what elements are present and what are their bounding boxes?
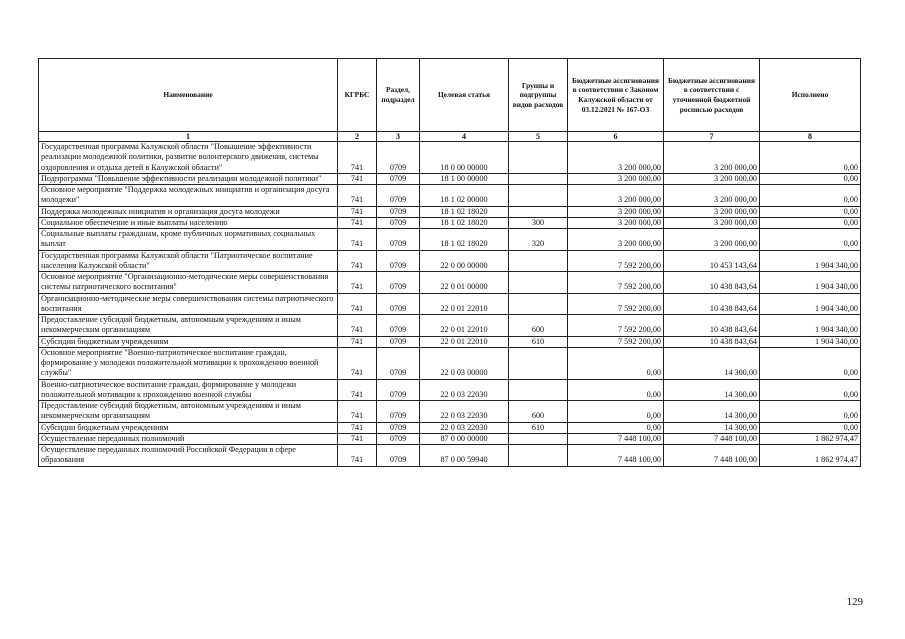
row-group-cell [509,433,568,444]
row-executed-amount-cell: 0,00 [760,217,861,228]
row-kgrbs-cell: 741 [338,336,377,347]
row-refined-amount-cell: 3 200 000,00 [664,173,760,184]
row-section-cell: 0709 [377,185,420,207]
column-number: 5 [509,132,568,142]
row-section-cell: 0709 [377,379,420,401]
row-refined-amount-cell: 3 200 000,00 [664,142,760,174]
row-law-amount-cell: 7 592 200,00 [568,250,664,272]
row-kgrbs-cell: 741 [338,293,377,315]
header-groups: Группы и подгруппы видов расходов [509,59,568,132]
row-law-amount-cell: 7 448 100,00 [568,433,664,444]
row-target-cell: 87 0 00 00000 [420,433,509,444]
row-law-amount-cell: 7 592 200,00 [568,336,664,347]
row-target-cell: 22 0 03 22030 [420,401,509,423]
row-kgrbs-cell: 741 [338,250,377,272]
table-row [39,347,861,379]
row-section-cell: 0709 [377,206,420,217]
row-executed-amount-cell: 0,00 [760,347,861,379]
table-row [39,293,861,315]
row-section-cell: 0709 [377,422,420,433]
row-section-cell: 0709 [377,445,420,467]
row-law-amount-cell: 0,00 [568,379,664,401]
row-executed-amount-cell: 1 904 340,00 [760,272,861,294]
column-number: 3 [377,132,420,142]
row-executed-amount-cell: 0,00 [760,206,861,217]
table-row [39,217,861,228]
row-group-cell [509,142,568,174]
column-number-row [39,132,861,142]
row-refined-amount-cell: 10 438 843,64 [664,315,760,337]
row-name-cell: Государственная программа Калужской области "Повышение эффективности реализации молодежной политики, развитие волонтерского движения, системы оздоровления и отдыха детей в Калужской области" [39,142,338,174]
row-refined-amount-cell: 7 448 100,00 [664,445,760,467]
row-target-cell: 18 1 02 18020 [420,229,509,251]
row-executed-amount-cell: 1 904 340,00 [760,293,861,315]
row-target-cell: 22 0 01 00000 [420,272,509,294]
header-target: Целевая статья [420,59,509,132]
row-name-cell: Осуществление переданных полномочий Российской Федерации в сфере образования [39,445,338,467]
row-target-cell: 18 1 02 00000 [420,185,509,207]
row-group-cell [509,347,568,379]
row-kgrbs-cell: 741 [338,185,377,207]
row-refined-amount-cell: 14 300,00 [664,379,760,401]
header-refined: Бюджетные ассигнования в соответствии с уточненной бюджетной росписью расходов [664,59,760,132]
row-executed-amount-cell: 0,00 [760,401,861,423]
column-number: 2 [338,132,377,142]
row-group-cell [509,206,568,217]
row-kgrbs-cell: 741 [338,272,377,294]
row-kgrbs-cell: 741 [338,401,377,423]
table-row [39,229,861,251]
table-header-row [39,59,861,132]
row-refined-amount-cell: 3 200 000,00 [664,229,760,251]
row-section-cell: 0709 [377,142,420,174]
row-target-cell: 22 0 00 00000 [420,250,509,272]
row-group-cell: 320 [509,229,568,251]
row-executed-amount-cell: 1 904 340,00 [760,336,861,347]
row-group-cell [509,272,568,294]
row-section-cell: 0709 [377,433,420,444]
row-refined-amount-cell: 10 438 843,64 [664,336,760,347]
column-number: 7 [664,132,760,142]
row-kgrbs-cell: 741 [338,315,377,337]
table-row [39,433,861,444]
row-refined-amount-cell: 3 200 000,00 [664,217,760,228]
table-row [39,379,861,401]
row-section-cell: 0709 [377,401,420,423]
row-refined-amount-cell: 14 300,00 [664,422,760,433]
row-section-cell: 0709 [377,173,420,184]
row-target-cell: 18 1 02 18020 [420,206,509,217]
row-section-cell: 0709 [377,272,420,294]
row-target-cell: 22 0 03 00000 [420,347,509,379]
row-name-cell: Социальное обеспечение и иные выплаты населению [39,217,338,228]
row-target-cell: 22 0 03 22030 [420,422,509,433]
row-executed-amount-cell: 0,00 [760,379,861,401]
row-name-cell: Предоставление субсидий бюджетным, автономным учреждениям и иным некоммерческим организациям [39,315,338,337]
row-group-cell: 300 [509,217,568,228]
row-target-cell: 22 0 01 22010 [420,315,509,337]
column-number: 6 [568,132,664,142]
row-law-amount-cell: 0,00 [568,401,664,423]
row-group-cell [509,185,568,207]
table-row [39,445,861,467]
row-group-cell [509,445,568,467]
row-section-cell: 0709 [377,250,420,272]
header-executed: Исполнено [760,59,861,132]
row-law-amount-cell: 7 592 200,00 [568,315,664,337]
row-group-cell [509,173,568,184]
row-executed-amount-cell: 1 862 974,47 [760,433,861,444]
row-group-cell: 600 [509,315,568,337]
row-refined-amount-cell: 3 200 000,00 [664,206,760,217]
row-section-cell: 0709 [377,293,420,315]
row-name-cell: Организационно-методические меры совершенствования системы патриотического воспитания [39,293,338,315]
row-law-amount-cell: 7 592 200,00 [568,293,664,315]
row-group-cell: 610 [509,422,568,433]
header-kgrbs: КГРБС [338,59,377,132]
row-refined-amount-cell: 7 448 100,00 [664,433,760,444]
row-kgrbs-cell: 741 [338,422,377,433]
row-kgrbs-cell: 741 [338,379,377,401]
row-target-cell: 22 0 03 22030 [420,379,509,401]
row-name-cell: Поддержка молодежных инициатив и организация досуга молодежи [39,206,338,217]
column-number: 4 [420,132,509,142]
table-row [39,401,861,423]
row-group-cell [509,293,568,315]
row-law-amount-cell: 3 200 000,00 [568,173,664,184]
row-law-amount-cell: 3 200 000,00 [568,217,664,228]
row-law-amount-cell: 7 592 200,00 [568,272,664,294]
table-row [39,336,861,347]
row-kgrbs-cell: 741 [338,445,377,467]
row-group-cell [509,250,568,272]
row-refined-amount-cell: 3 200 000,00 [664,185,760,207]
row-refined-amount-cell: 10 453 143,64 [664,250,760,272]
row-name-cell: Основное мероприятие "Военно-патриотическое воспитание граждан, формирование у молодежи положительной мотивации к прохождению военной службы" [39,347,338,379]
row-kgrbs-cell: 741 [338,206,377,217]
table-row [39,250,861,272]
row-law-amount-cell: 7 448 100,00 [568,445,664,467]
row-refined-amount-cell: 10 438 843,64 [664,293,760,315]
row-name-cell: Подпрограмма "Повышение эффективности реализации молодежной политики" [39,173,338,184]
row-executed-amount-cell: 1 862 974,47 [760,445,861,467]
row-group-cell: 600 [509,401,568,423]
table-row [39,185,861,207]
row-name-cell: Государственная программа Калужской области "Патриотическое воспитание населения Калужской области" [39,250,338,272]
row-executed-amount-cell: 0,00 [760,173,861,184]
table-row [39,272,861,294]
row-executed-amount-cell: 1 904 340,00 [760,250,861,272]
row-name-cell: Основное мероприятие "Поддержка молодежных инициатив и организация досуга молодежи" [39,185,338,207]
row-kgrbs-cell: 741 [338,173,377,184]
row-target-cell: 18 1 02 18020 [420,217,509,228]
row-law-amount-cell: 3 200 000,00 [568,185,664,207]
row-executed-amount-cell: 0,00 [760,229,861,251]
row-target-cell: 22 0 01 22010 [420,336,509,347]
row-group-cell: 610 [509,336,568,347]
header-law: Бюджетные ассигнования в соответствии с Законом Калужской области от 03.12.2021 № 167-ОЗ [568,59,664,132]
row-group-cell [509,379,568,401]
table-row [39,422,861,433]
row-section-cell: 0709 [377,347,420,379]
row-section-cell: 0709 [377,315,420,337]
table-body [39,142,861,467]
row-section-cell: 0709 [377,217,420,228]
row-target-cell: 18 0 00 00000 [420,142,509,174]
row-executed-amount-cell: 0,00 [760,185,861,207]
row-executed-amount-cell: 0,00 [760,422,861,433]
row-target-cell: 87 0 00 59940 [420,445,509,467]
row-target-cell: 22 0 01 22010 [420,293,509,315]
row-name-cell: Военно-патриотическое воспитание граждан, формирование у молодежи положительной мотивации к прохождению военной службы [39,379,338,401]
row-law-amount-cell: 3 200 000,00 [568,229,664,251]
row-executed-amount-cell: 1 904 340,00 [760,315,861,337]
row-name-cell: Социальные выплаты гражданам, кроме публичных нормативных социальных выплат [39,229,338,251]
page-number: 129 [846,596,863,608]
column-number: 1 [39,132,338,142]
row-refined-amount-cell: 10 438 843,64 [664,272,760,294]
row-law-amount-cell: 0,00 [568,422,664,433]
header-section: Раздел, подраздел [377,59,420,132]
table-row [39,315,861,337]
row-kgrbs-cell: 741 [338,433,377,444]
row-kgrbs-cell: 741 [338,347,377,379]
table-row [39,142,861,174]
row-kgrbs-cell: 741 [338,229,377,251]
row-name-cell: Субсидии бюджетным учреждениям [39,336,338,347]
row-target-cell: 18 1 00 00000 [420,173,509,184]
row-name-cell: Предоставление субсидий бюджетным, автономным учреждениям и иным некоммерческим организациям [39,401,338,423]
row-section-cell: 0709 [377,336,420,347]
row-kgrbs-cell: 741 [338,217,377,228]
row-name-cell: Осуществление переданных полномочий [39,433,338,444]
row-name-cell: Субсидии бюджетным учреждениям [39,422,338,433]
row-law-amount-cell: 0,00 [568,347,664,379]
row-refined-amount-cell: 14 300,00 [664,401,760,423]
row-law-amount-cell: 3 200 000,00 [568,142,664,174]
row-section-cell: 0709 [377,229,420,251]
budget-table [38,58,861,467]
row-executed-amount-cell: 0,00 [760,142,861,174]
header-name: Наименование [39,59,338,132]
row-kgrbs-cell: 741 [338,142,377,174]
row-name-cell: Основное мероприятие "Организационно-методические меры совершенствования системы патриотического воспитания" [39,272,338,294]
row-refined-amount-cell: 14 300,00 [664,347,760,379]
row-law-amount-cell: 3 200 000,00 [568,206,664,217]
column-number: 8 [760,132,861,142]
table-row [39,173,861,184]
table-row [39,206,861,217]
